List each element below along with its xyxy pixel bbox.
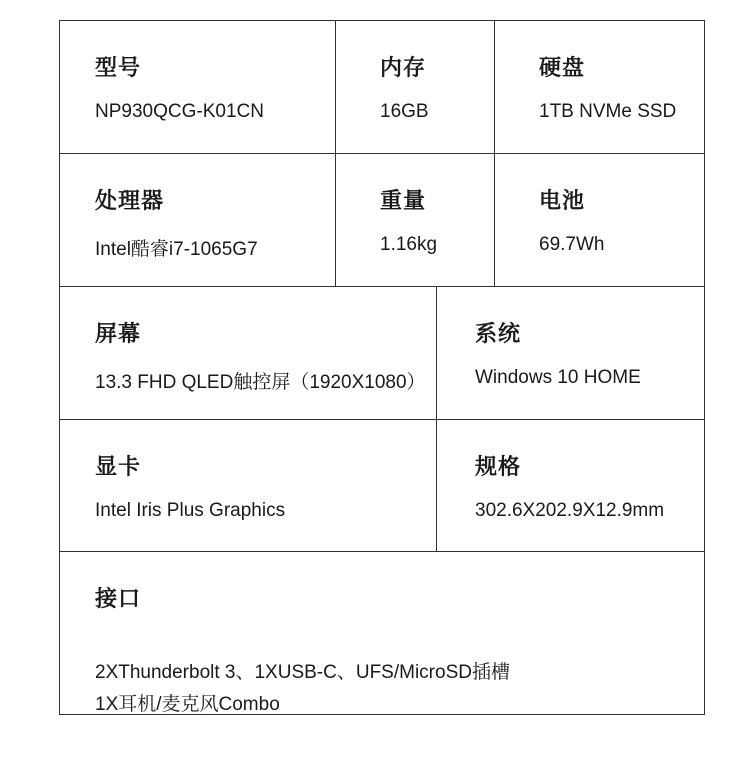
spec-row bbox=[60, 153, 704, 286]
spec-value: 302.6X202.9X12.9mm bbox=[475, 500, 665, 521]
spec-cell-graphics bbox=[60, 420, 436, 552]
spec-label: 内存 bbox=[380, 55, 427, 80]
spec-cell-processor bbox=[60, 154, 335, 286]
spec-cell-model bbox=[60, 21, 335, 154]
spec-cell-memory bbox=[335, 21, 494, 154]
spec-value-line: 2XThunderbolt 3、1XUSB-C、UFS/MicroSD插槽 bbox=[95, 662, 510, 683]
spec-label: 硬盘 bbox=[539, 55, 586, 80]
spec-label: 系统 bbox=[475, 321, 522, 346]
spec-row bbox=[60, 419, 704, 552]
spec-label: 处理器 bbox=[95, 188, 165, 213]
spec-value-line: 1X耳机/麦克风Combo bbox=[95, 694, 280, 715]
spec-row bbox=[60, 286, 704, 419]
spec-cell-os bbox=[436, 287, 705, 419]
spec-value: 1TB NVMe SSD bbox=[539, 101, 677, 122]
spec-value: Intel酷睿i7-1065G7 bbox=[95, 239, 258, 260]
spec-value: Intel Iris Plus Graphics bbox=[95, 500, 286, 521]
spec-label: 接口 bbox=[95, 586, 142, 611]
spec-value: 69.7Wh bbox=[539, 234, 605, 255]
spec-value: 1.16kg bbox=[380, 234, 438, 255]
spec-label: 型号 bbox=[95, 55, 142, 80]
spec-label: 显卡 bbox=[95, 454, 142, 479]
spec-cell-weight bbox=[335, 154, 494, 286]
spec-label: 屏幕 bbox=[95, 321, 142, 346]
spec-cell-ports bbox=[60, 552, 705, 715]
spec-cell-display bbox=[60, 287, 436, 419]
spec-row bbox=[60, 21, 704, 154]
spec-value bbox=[95, 657, 510, 721]
spec-value: NP930QCG-K01CN bbox=[95, 101, 264, 122]
spec-cell-storage bbox=[494, 21, 705, 154]
spec-value: 13.3 FHD QLED触控屏（1920X1080） bbox=[95, 372, 426, 393]
spec-value: 16GB bbox=[380, 101, 429, 122]
spec-label: 电池 bbox=[539, 188, 586, 213]
spec-value: Windows 10 HOME bbox=[475, 367, 641, 388]
spec-label: 重量 bbox=[380, 188, 427, 213]
spec-cell-battery bbox=[494, 154, 705, 286]
spec-label: 规格 bbox=[475, 454, 522, 479]
spec-row bbox=[60, 551, 704, 715]
spec-table bbox=[59, 20, 705, 715]
spec-cell-dimensions bbox=[436, 420, 705, 552]
